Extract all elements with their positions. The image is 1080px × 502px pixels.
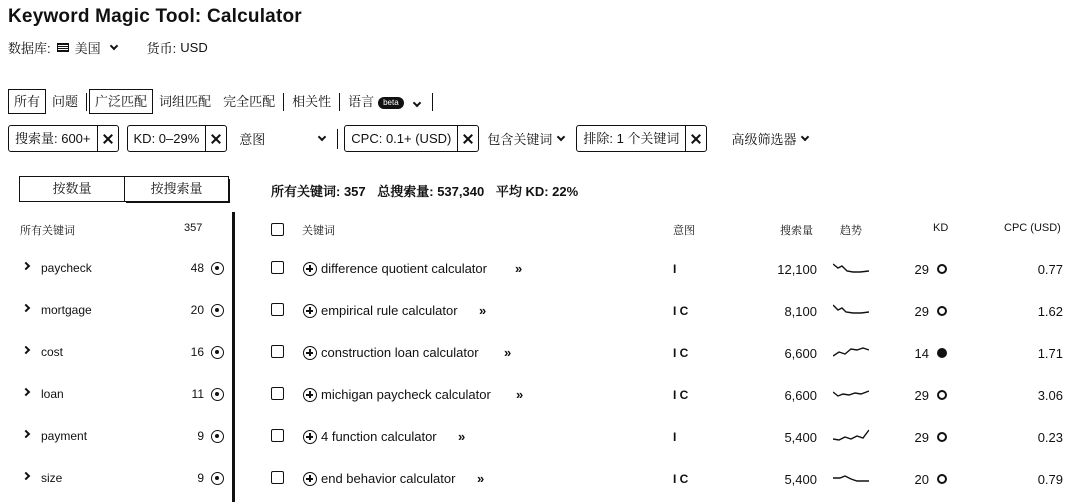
add-to-list-icon[interactable] — [303, 304, 317, 318]
close-icon[interactable] — [205, 126, 226, 151]
trend-sparkline — [833, 260, 869, 276]
group-item-size[interactable] — [0, 469, 232, 489]
close-icon[interactable] — [97, 126, 118, 151]
group-name: size — [41, 471, 63, 485]
tab-exact-match[interactable]: 完全匹配 — [223, 94, 276, 109]
group-name: cost — [41, 345, 64, 359]
intent-filter-label: 意图 — [239, 132, 266, 147]
table-row[interactable] — [240, 340, 1080, 366]
kd-value: 29 — [914, 388, 929, 403]
search-volume: 12,100 — [777, 262, 817, 277]
group-item-payment[interactable] — [0, 427, 232, 447]
eye-icon[interactable] — [211, 262, 224, 275]
group-count: 16 — [190, 345, 204, 359]
add-to-list-icon[interactable] — [303, 262, 317, 276]
groups-header-count: 357 — [184, 222, 203, 234]
tab-language-label: 语言 — [348, 94, 375, 109]
kd-value: 14 — [914, 346, 929, 361]
intent-badge: I C — [673, 472, 689, 486]
cpc-value: 3.06 — [1037, 388, 1063, 403]
intent-badge: I C — [673, 346, 689, 360]
database-label: 数据库: — [8, 41, 51, 56]
group-item-paycheck[interactable] — [0, 259, 232, 279]
kd-difficulty-icon — [937, 306, 947, 316]
cpc-value: 0.77 — [1037, 262, 1063, 277]
column-header-intent[interactable]: 意图 — [673, 225, 695, 237]
group-count: 11 — [191, 387, 204, 401]
chevron-right-icon[interactable] — [22, 304, 30, 312]
table-row[interactable] — [240, 298, 1080, 324]
chevron-down-icon — [412, 99, 420, 107]
intent-badge: I — [673, 262, 677, 276]
keyword-link[interactable]: end behavior calculator — [321, 471, 456, 486]
kd-difficulty-icon — [937, 474, 947, 484]
eye-icon[interactable] — [211, 472, 224, 485]
column-header-kd[interactable]: KD — [933, 222, 949, 234]
intent-badge: I — [673, 430, 677, 444]
group-name: payment — [41, 429, 88, 443]
add-to-list-icon[interactable] — [303, 472, 317, 486]
tab-related[interactable]: 相关性 — [292, 94, 332, 109]
currency-value[interactable]: USD — [180, 40, 208, 55]
volume-filter-label[interactable]: 搜索量: 600+ — [15, 131, 91, 146]
row-checkbox[interactable] — [271, 261, 284, 274]
divider — [86, 93, 87, 111]
kd-difficulty-icon — [937, 432, 947, 442]
advanced-filters-label: 高级筛选器 — [731, 132, 797, 147]
trend-sparkline — [833, 386, 869, 402]
group-name: mortgage — [41, 303, 92, 317]
kd-difficulty-icon — [937, 264, 947, 274]
title-prefix: Keyword Magic Tool: — [8, 6, 202, 27]
beta-badge: beta — [378, 97, 404, 109]
volume-filter-chip[interactable] — [8, 125, 119, 152]
close-icon[interactable] — [457, 126, 478, 151]
groups-header: 所有关键词 — [20, 225, 75, 237]
kd-filter-label[interactable]: KD: 0–29% — [133, 131, 200, 146]
exclude-filter-chip[interactable] — [576, 125, 707, 152]
match-type-tabs — [8, 89, 435, 114]
divider — [283, 93, 284, 111]
group-name: loan — [41, 387, 64, 401]
open-serp-icon[interactable]: » — [477, 471, 483, 486]
search-volume: 5,400 — [784, 472, 817, 487]
table-row[interactable] — [240, 256, 1080, 282]
group-item-cost[interactable] — [0, 343, 232, 363]
average-kd: 平均 KD: 22% — [495, 184, 579, 199]
column-header-trend: 趋势 — [840, 225, 862, 237]
row-checkbox[interactable] — [271, 471, 284, 484]
chevron-right-icon[interactable] — [22, 262, 30, 270]
exclude-filter-label[interactable]: 排除: 1 个关键词 — [583, 131, 680, 146]
add-to-list-icon[interactable] — [303, 388, 317, 402]
kd-difficulty-icon — [937, 348, 947, 358]
include-keywords-dropdown[interactable] — [487, 125, 568, 152]
chevron-right-icon[interactable] — [22, 346, 30, 354]
divider — [339, 93, 340, 111]
group-item-mortgage[interactable] — [0, 301, 232, 321]
search-volume: 5,400 — [784, 430, 817, 445]
filter-bar — [8, 125, 820, 152]
row-checkbox[interactable] — [271, 345, 284, 358]
title-query: Calculator — [206, 6, 302, 27]
tab-language[interactable] — [342, 89, 430, 114]
divider — [432, 93, 433, 111]
database-selector[interactable]: 美国 — [74, 41, 101, 56]
tab-all[interactable]: 所有 — [8, 89, 46, 114]
row-checkbox[interactable] — [271, 303, 284, 316]
open-serp-icon[interactable]: » — [516, 387, 522, 402]
close-icon[interactable] — [685, 126, 706, 151]
panel-resize-handle[interactable] — [232, 212, 235, 502]
search-volume: 6,600 — [784, 346, 817, 361]
chevron-right-icon[interactable] — [22, 472, 30, 480]
trend-sparkline — [833, 302, 869, 318]
add-to-list-icon[interactable] — [303, 430, 317, 444]
eye-icon[interactable] — [211, 430, 224, 443]
divider — [337, 129, 338, 149]
trend-sparkline — [833, 344, 869, 360]
intent-filter-dropdown[interactable] — [235, 125, 329, 152]
cpc-filter-label[interactable]: CPC: 0.1+ (USD) — [351, 131, 452, 146]
cpc-filter-chip[interactable] — [344, 125, 479, 152]
search-volume: 8,100 — [784, 304, 817, 319]
chevron-right-icon[interactable] — [22, 430, 30, 438]
row-checkbox[interactable] — [271, 387, 284, 400]
column-header-volume[interactable]: 搜索量 — [780, 225, 813, 237]
row-checkbox[interactable] — [271, 429, 284, 442]
table-row[interactable] — [240, 466, 1080, 492]
results-summary — [271, 181, 586, 200]
total-volume: 总搜索量: 537,340 — [377, 184, 485, 199]
sort-by-number-button[interactable]: 按数量 — [52, 181, 92, 196]
open-serp-icon[interactable]: » — [479, 303, 485, 318]
keyword-link[interactable]: michigan paycheck calculator — [321, 387, 491, 402]
tab-phrase-match[interactable]: 词组匹配 — [159, 94, 212, 109]
keyword-link[interactable]: 4 function calculator — [321, 429, 437, 444]
intent-badge: I C — [673, 388, 689, 402]
kd-filter-chip[interactable] — [127, 125, 228, 152]
chevron-down-icon — [318, 133, 326, 141]
open-serp-icon[interactable]: » — [504, 345, 510, 360]
cpc-value: 1.62 — [1037, 304, 1063, 319]
open-serp-icon[interactable]: » — [515, 261, 521, 276]
trend-sparkline — [833, 470, 869, 486]
intent-badge: I C — [673, 304, 689, 318]
group-name: paycheck — [41, 261, 92, 275]
database-bar — [8, 38, 208, 57]
group-sort-toggle — [19, 176, 229, 202]
chevron-down-icon — [557, 133, 565, 141]
tab-broad-match[interactable]: 广泛匹配 — [89, 89, 153, 114]
keyword-link[interactable]: empirical rule calculator — [321, 303, 458, 318]
add-to-list-icon[interactable] — [303, 346, 317, 360]
chevron-right-icon[interactable] — [22, 388, 30, 396]
kd-value: 29 — [914, 262, 929, 277]
cpc-value: 0.79 — [1037, 472, 1063, 487]
column-header-cpc[interactable]: CPC (USD) — [1004, 222, 1061, 234]
select-all-checkbox[interactable] — [271, 223, 284, 236]
group-count: 9 — [197, 429, 204, 443]
eye-icon[interactable] — [211, 346, 224, 359]
group-count: 9 — [197, 471, 204, 485]
group-count: 20 — [190, 303, 204, 317]
kd-value: 20 — [914, 472, 929, 487]
kd-difficulty-icon — [937, 390, 947, 400]
sort-by-volume-button[interactable]: 按搜索量 — [124, 177, 228, 201]
advanced-filters-dropdown[interactable] — [715, 125, 812, 152]
eye-icon[interactable] — [211, 388, 224, 401]
cpc-value: 1.71 — [1037, 346, 1063, 361]
table-row[interactable] — [240, 424, 1080, 450]
page-title — [8, 6, 302, 28]
table-row[interactable] — [240, 382, 1080, 408]
kd-value: 29 — [914, 304, 929, 319]
all-keywords-count: 所有关键词: 357 — [271, 184, 366, 199]
group-item-loan[interactable] — [0, 385, 232, 405]
us-flag-icon — [57, 43, 69, 52]
trend-sparkline — [833, 428, 869, 444]
chevron-down-icon — [801, 133, 809, 141]
kd-value: 29 — [914, 430, 929, 445]
chevron-down-icon[interactable] — [109, 42, 117, 50]
column-header-keyword[interactable]: 关键词 — [302, 225, 335, 237]
search-volume: 6,600 — [784, 388, 817, 403]
cpc-value: 0.23 — [1037, 430, 1063, 445]
keyword-link[interactable]: construction loan calculator — [321, 345, 479, 360]
tab-questions[interactable]: 问题 — [52, 94, 79, 109]
keyword-link[interactable]: difference quotient calculator — [321, 261, 487, 276]
eye-icon[interactable] — [211, 304, 224, 317]
include-keywords-label: 包含关键词 — [487, 132, 553, 147]
group-count: 48 — [190, 261, 204, 275]
currency-label: 货币: — [146, 41, 177, 56]
open-serp-icon[interactable]: » — [458, 429, 464, 444]
